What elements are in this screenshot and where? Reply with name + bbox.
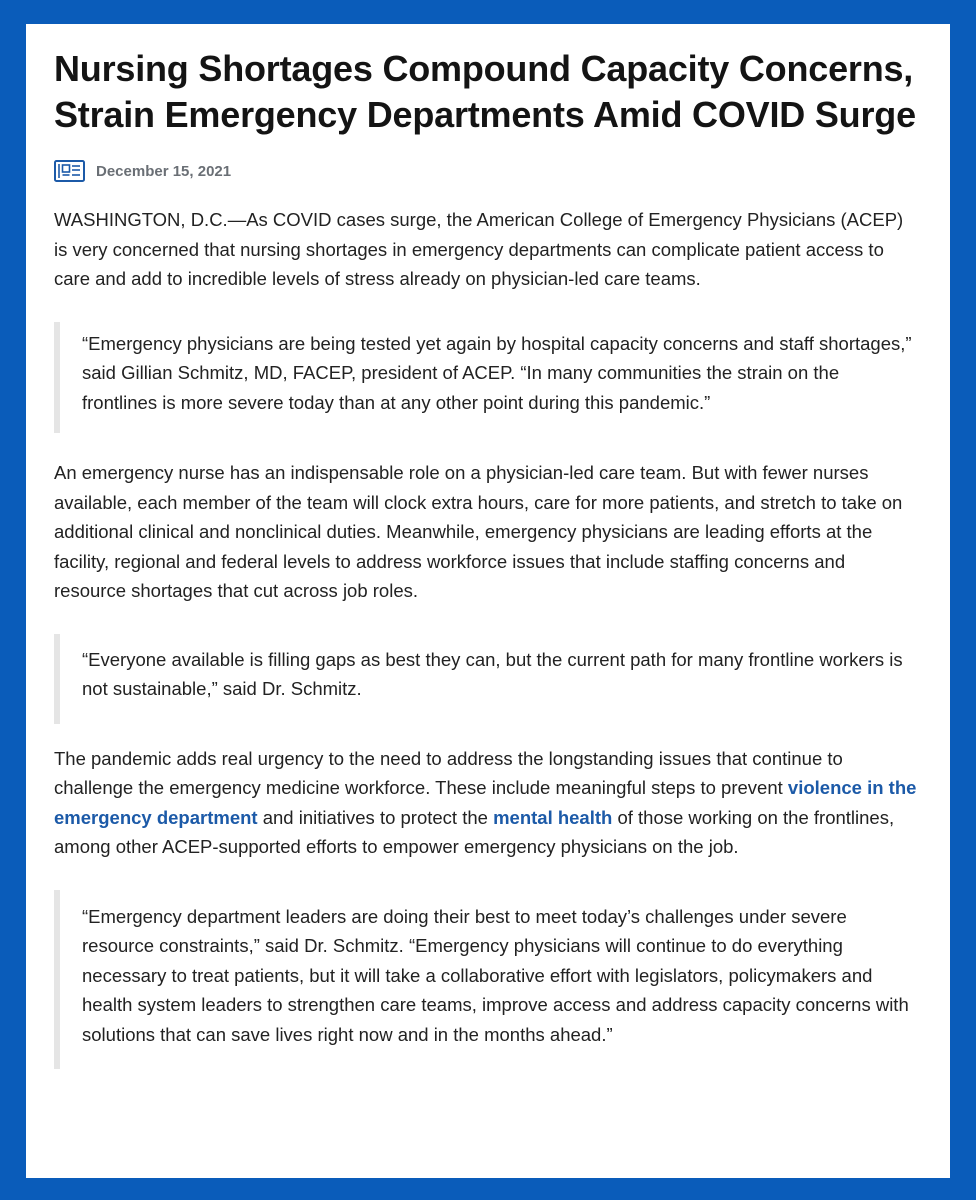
newspaper-icon [54,160,85,182]
mental-health-link[interactable]: mental health [493,806,613,828]
blockquote-2 [54,634,918,724]
article-meta [54,158,918,184]
paragraph-urgency-text-a: The pandemic adds real urgency to the need to address the longstanding issues that continue to challenge the emergency medicine workforce. These include meaningful steps to prevent [54,747,843,798]
paragraph-urgency-text-b: and initiatives to protect the [257,806,494,828]
quote-text-2: “Everyone available is filling gaps as best they can, but the current path for many frontline workers is not sustainable,” said Dr. Schmitz. [82,648,903,699]
blockquote-3 [54,890,918,1070]
violence-in-ed-link[interactable]: violence in the emergency department [54,777,917,828]
article-title: Nursing Shortages Compound Capacity Concerns, Strain Emergency Departments Amid COVID Surge [54,48,916,135]
blockquote-1 [54,322,918,434]
paragraph-intro: WASHINGTON, D.C.—As COVID cases surge, the American College of Emergency Physicians (ACEP) is very concerned that nursing shortages in emergency departments can complicate patient access to care and add to incredible levels of stress already on physician-led care teams. [54,209,904,289]
paragraph-urgency [54,744,918,862]
quote-text-1: “Emergency physicians are being tested yet again by hospital capacity concerns and staff shortages,” said Gillian Schmitz, MD, FACEP, president of ACEP. “In many communities the strain on the frontlines is more severe today than at any other point during this pandemic.” [82,332,912,413]
paragraph-nurse-role: An emergency nurse has an indispensable role on a physician-led care team. But with fewer nurses available, each member of the team will clock extra hours, care for more patients, and stretch to take on additional clinical and nonclinical duties. Meanwhile, emergency physicians are leading efforts at the facility, regional and federal levels to address workforce issues that include staffing concerns and resource shortages that cut across job roles. [54,462,903,601]
quote-text-3: “Emergency department leaders are doing their best to meet today’s challenges under severe resource constraints,” said Dr. Schmitz. “Emergency physicians will continue to do everything necessary to treat patients, but it will take a collaborative effort with legislators, policymakers and health system leaders to strengthen care teams, improve access and address capacity concerns with solutions that can save lives right now and in the months ahead.” [82,905,909,1045]
article-card [26,24,950,1178]
paragraph-urgency-text-c: of those working on the frontlines, among other ACEP-supported efforts to empower emergency physicians on the job. [54,806,895,857]
article-date: December 15, 2021 [96,162,232,180]
